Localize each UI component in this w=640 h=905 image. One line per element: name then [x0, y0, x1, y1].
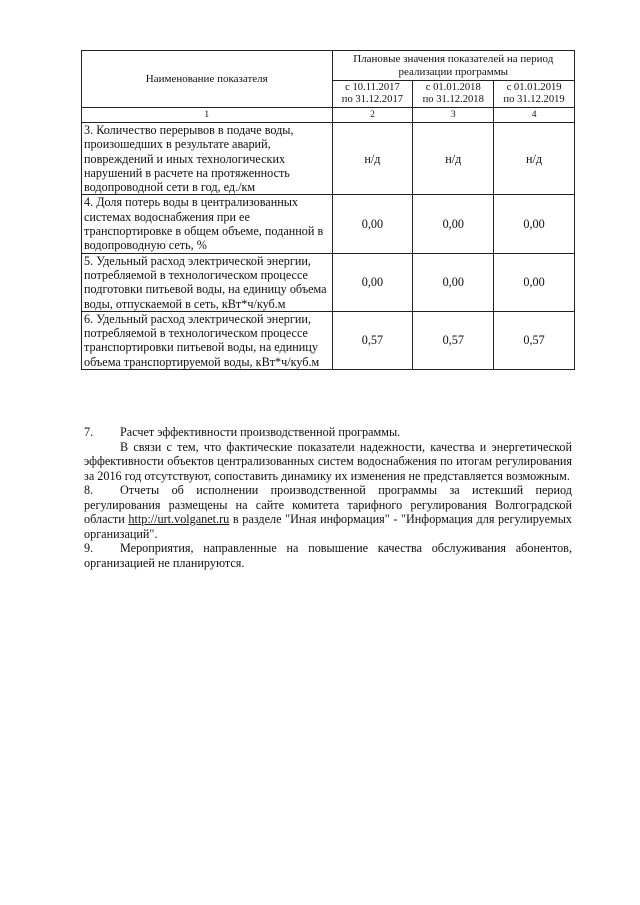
indicator-name: 6. Удельный расход электрической энергии, потребляемой в технологическом процессе транспортировки питьевой воды, на единицу объема транспортируемой воды, кВт*ч/куб.м: [82, 311, 333, 369]
table-row: [82, 311, 575, 369]
header-period-2017: с 10.11.2017 по 31.12.2017: [332, 81, 413, 108]
column-number: 1: [82, 108, 333, 123]
section-number: 8.: [84, 483, 94, 497]
section-7-paragraph: В связи с тем, что фактические показатели надежности, качества и энергетической эффективности объектов централизованных систем водоснабжения по итогам регулирования за 2016 год отсутствуют, сопоставить динамику их изменения не представляется возможным.: [84, 439, 572, 483]
header-period-2018: с 01.01.2018 по 31.12.2018: [413, 81, 494, 108]
section-9: [84, 541, 572, 570]
section-number: 7.: [84, 425, 94, 439]
column-number: 4: [494, 108, 575, 123]
section-text: Отчеты об исполнении производственной программы за истекший период регулирования размещены на сайте комитета тарифного регулирования Волгоградской области: [84, 483, 572, 526]
header-period-2019: с 01.01.2019 по 31.12.2019: [494, 81, 575, 108]
table-row: [82, 195, 575, 253]
header-planned-values: Плановые значения показателей на период реализации программы: [332, 51, 574, 81]
section-7-title: [84, 425, 572, 440]
column-number: 2: [332, 108, 413, 123]
indicator-value: 0,00: [494, 195, 575, 253]
indicator-value: 0,00: [332, 195, 413, 253]
indicator-name: 3. Количество перерывов в подаче воды, произошедших в результате аварий, повреждений и иных технологических нарушений в расчете на протяженность водопроводной сети в год, ед./км: [82, 123, 333, 195]
section-text: в разделе "Иная информация" - "Информация для регулируемых организаций".: [84, 512, 572, 541]
indicator-value: н/д: [494, 123, 575, 195]
column-numbers-row: [82, 108, 575, 123]
section-text: Мероприятия, направленные на повышение качества обслуживания абонентов, организацией не планируются.: [84, 541, 572, 570]
indicator-value: 0,00: [413, 253, 494, 311]
section-8: [84, 483, 572, 541]
table-header-row: [82, 51, 575, 81]
indicator-name: 4. Доля потерь воды в централизованных системах водоснабжения при ее транспортировке в общем объеме, поданной в водопроводную сеть, %: [82, 195, 333, 253]
document-text: [84, 425, 572, 570]
indicator-value: 0,00: [494, 253, 575, 311]
column-number: 3: [413, 108, 494, 123]
volganet-link[interactable]: http://urt.volganet.ru: [128, 512, 230, 526]
section-number: 9.: [84, 541, 94, 555]
header-indicator-name: Наименование показателя: [82, 51, 333, 108]
indicators-table: [81, 50, 575, 370]
section-title: Расчет эффективности производственной программы.: [120, 425, 401, 439]
indicator-value: 0,00: [332, 253, 413, 311]
indicator-value: 0,57: [413, 311, 494, 369]
table-row: [82, 253, 575, 311]
indicator-value: 0,57: [494, 311, 575, 369]
table-row: [82, 123, 575, 195]
indicator-value: н/д: [413, 123, 494, 195]
indicator-value: 0,00: [413, 195, 494, 253]
indicator-value: н/д: [332, 123, 413, 195]
indicator-value: 0,57: [332, 311, 413, 369]
indicator-name: 5. Удельный расход электрической энергии, потребляемой в технологическом процессе подготовки питьевой воды, на единицу объема воды, отпускаемой в сеть, кВт*ч/куб.м: [82, 253, 333, 311]
